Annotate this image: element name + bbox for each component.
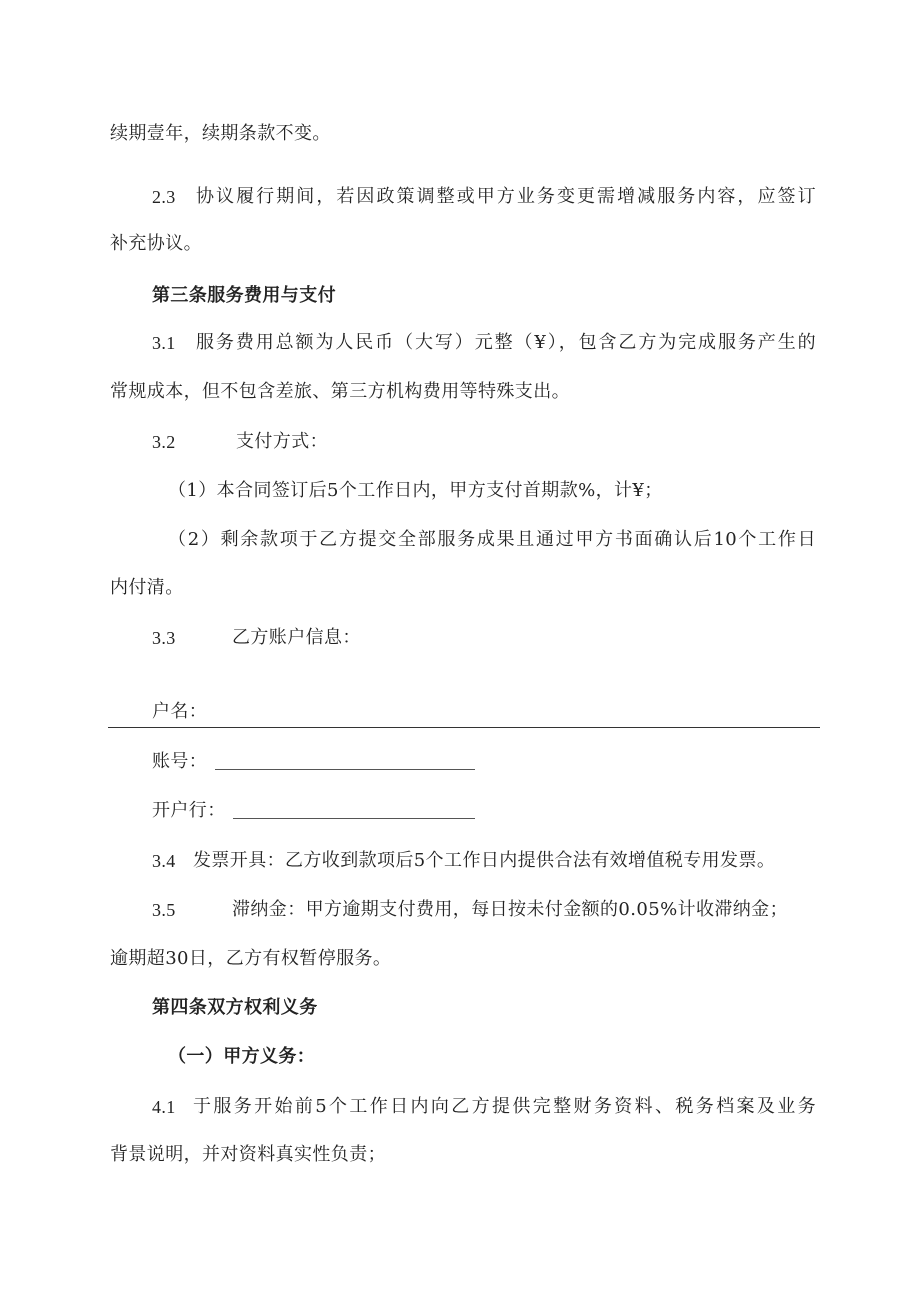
bank-line (233, 818, 475, 819)
text-line: （2）剩余款项于乙方提交全部服务成果且通过甲方书面确认后10个工作日 (168, 529, 816, 550)
subsection-heading: （一）甲方义务： (168, 1046, 316, 1067)
clause-text: 滞纳金：甲方逾期支付费用，每日按未付金额的0.05%计收滞纳金； (232, 899, 788, 920)
text-line: 续期壹年，续期条款不变。 (110, 123, 331, 144)
account-number-label: 账号： (152, 751, 208, 772)
clause-text: 于服务开始前5个工作日内向乙方提供完整财务资料、税务档案及业务 (193, 1096, 816, 1117)
text-line: 逾期超30日，乙方有权暂停服务。 (110, 948, 392, 969)
account-number-line (215, 769, 475, 770)
account-name-label: 户名： (152, 701, 208, 722)
clause-number: 3.2 (152, 432, 176, 452)
clause-text: 乙方账户信息： (232, 627, 361, 648)
text-line: 背景说明，并对资料真实性负责； (110, 1144, 386, 1165)
section-heading: 第四条双方权利义务 (152, 997, 318, 1018)
clause-number: 3.1 (152, 333, 176, 353)
text-line: 常规成本，但不包含差旅、第三方机构费用等特殊支出。 (110, 381, 570, 402)
clause-text: 协议履行期间，若因政策调整或甲方业务变更需增减服务内容，应签订 (196, 186, 816, 207)
clause-text: 支付方式： (236, 431, 328, 452)
bank-label: 开户行： (152, 800, 226, 821)
account-name-line (108, 727, 820, 728)
clause-number: 3.4 (152, 851, 176, 871)
clause-number: 4.1 (152, 1097, 176, 1117)
clause-number: 3.3 (152, 628, 176, 648)
text-line: 内付清。 (110, 577, 184, 598)
clause-number: 3.5 (152, 900, 176, 920)
clause-text: 服务费用总额为人民币（大写）元整（¥），包含乙方为完成服务产生的 (196, 332, 816, 353)
clause-text: 发票开具：乙方收到款项后5个工作日内提供合法有效增值税专用发票。 (193, 850, 776, 871)
text-line: （1）本合同签订后5个工作日内，甲方支付首期款%，计¥； (168, 480, 663, 501)
clause-number: 2.3 (152, 187, 176, 207)
text-line: 补充协议。 (110, 233, 202, 254)
section-heading: 第三条服务费用与支付 (152, 285, 336, 306)
